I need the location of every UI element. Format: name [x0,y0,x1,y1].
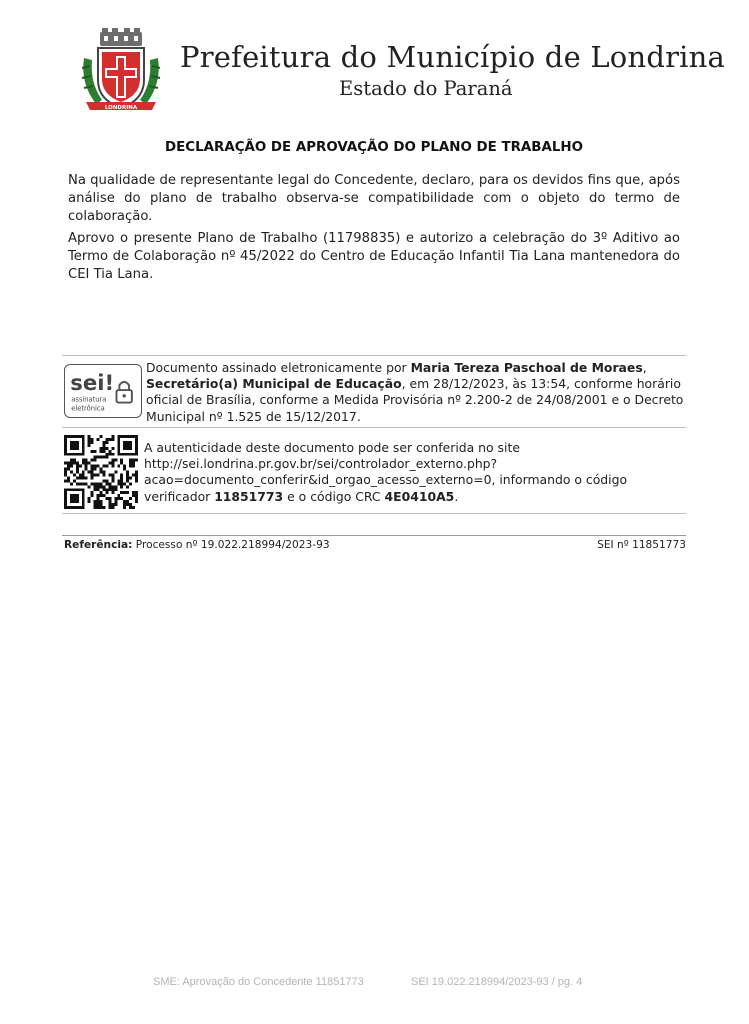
page-header-title: Prefeitura do Município de Londrina [180,40,726,74]
reference-divider [62,535,686,536]
signer-name: Maria Tereza Paschoal de Moraes [410,360,643,375]
verifier-code: 11851773 [214,488,284,504]
signer-role: Secretário(a) Municipal de Educação [146,376,402,392]
sei-logo-sub2: eletrônica [71,404,105,413]
divider [62,355,686,356]
reference-sei-number: SEI nº 11851773 [597,539,686,551]
authenticity-text: A autenticidade deste documento pode ser conferida no site http://sei.londrina.pr.gov.br/sei/controlador_externo.php?acao=documento_conferir&id_orgao_acesso_externo=0, informando o código verificador 11851773 e o código CRC 4E0410A5. [144,440,628,504]
sei-signature-logo [64,364,142,418]
footer-document-name: SME: Aprovação do Concedente 11851773 [153,976,364,988]
city-crest-logo [78,28,164,116]
crc-code: 4E0410A5 [384,488,455,504]
divider [62,513,686,514]
document-title: DECLARAÇÃO DE APROVAÇÃO DO PLANO DE TRABALHO [165,140,583,155]
reference-process: Referência: Processo nº 19.022.218994/2023-93 [64,539,330,551]
qr-code-image [64,435,138,509]
signature-text: Documento assinado eletronicamente por Maria Tereza Paschoal de Moraes, Secretário(a) Municipal de Educação, em 28/12/2023, às 13:54, conforme horário oficial de Brasília, conforme a Medida Provisória nº 2.200-2 de 24/08/2001 e o Decreto Municipal nº 1.525 de 15/12/2017. [146,360,684,424]
paragraph-declaration: Na qualidade de representante legal do Concedente, declaro, para os devidos fins que, após análise do plano de trabalho observa-se compatibilidade com o objeto do termo de colaboração. [68,173,680,224]
footer-page-info: SEI 19.022.218994/2023-93 / pg. 4 [411,976,583,988]
divider [62,427,686,428]
paragraph-approval: Aprovo o presente Plano de Trabalho (11798835) e autorizo a celebração do 3º Aditivo ao Termo de Colaboração nº 45/2022 do Centro de Educação Infantil Tia Lana mantenedora do CEI Tia Lana. [68,231,680,282]
sei-logo-sub1: assinatura [71,395,107,404]
sei-logo-text: sei! [70,370,115,396]
page-header-subtitle: Estado do Paraná [339,77,513,100]
verification-url[interactable]: http://sei.londrina.pr.gov.br/sei/controlador_externo.php?acao=documento_conferir&id_orgao_acesso_externo=0 [144,456,498,488]
crest-ribbon-text: LONDRINA [104,105,138,111]
lock-icon [116,382,131,403]
